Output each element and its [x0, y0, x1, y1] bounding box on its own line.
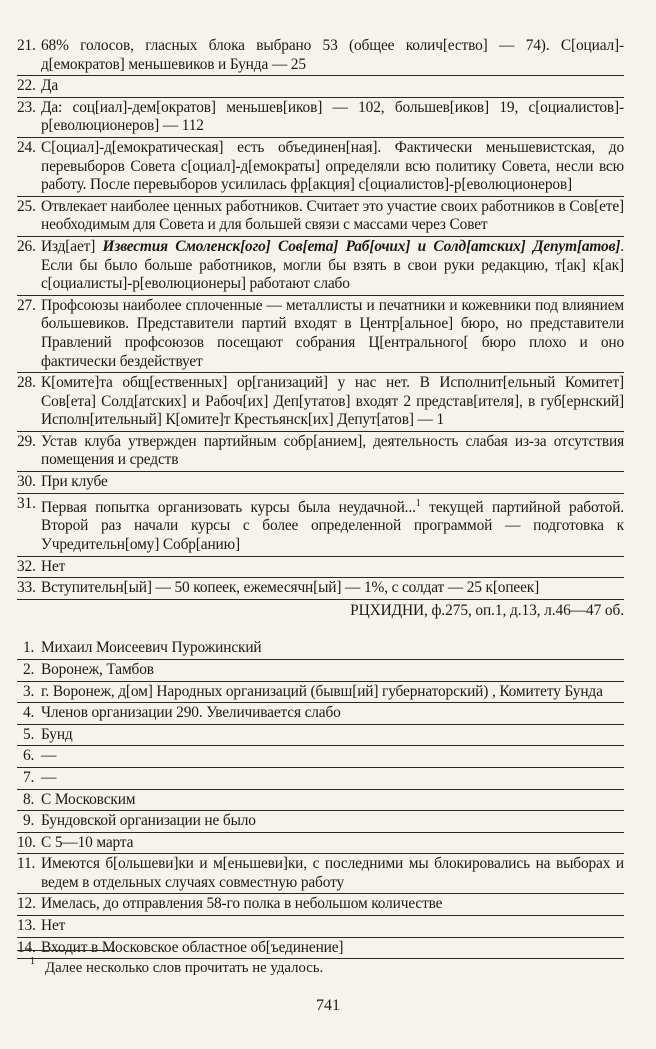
entry-text: Имеются б[ольшеви]ки и м[еньшеви]ки, с последними мы блокировались на выборах и ведем в отдельных случаях совместную работу — [41, 855, 624, 891]
answer-entry-22 — [17, 76, 624, 98]
answer-entry-24 — [17, 138, 624, 197]
entry-text: Входит в Московское областное об[ъединение] — [41, 938, 344, 956]
answer-entry-26 — [17, 237, 624, 296]
entry-number: 23. — [17, 98, 36, 116]
entry-text: Нет — [41, 557, 66, 575]
answer-entry-6 — [17, 746, 624, 768]
entry-text-pre: Первая попытка организовать курсы была неудачной... — [41, 498, 416, 516]
entry-text-post: . Если бы было больше работников, могли бы взять в свои руки редакцию, т[ак] к[ак] с[оциалисты]-р[еволюционеры] работают слабо — [41, 237, 624, 293]
entry-text: К[омите]та общ[ественных] ор[ганизаций] у нас нет. В Исполнит[ельный Комитет] Сов[ета] Солд[атских] и Рабоч[их] Деп[утатов] входят 2 представ[ителя], в губ[ернский] Исполн[ительный] К[омите]т Крестьянск[их] Депут[атов] — 1 — [41, 374, 624, 429]
entry-text: Членов организации 290. Увеличивается слабо — [41, 704, 341, 722]
entry-number: 12. — [17, 895, 36, 913]
entry-text: Устав клуба утвержден партийным собр[анием], деятельность слабая из-за отсутствия помещения и средств — [41, 432, 624, 469]
answer-entry-9 — [17, 811, 624, 833]
entry-number: 1. — [23, 639, 35, 657]
entry-number: 14. — [17, 938, 36, 956]
footnote-separator — [17, 950, 115, 951]
entry-text: — — [41, 747, 57, 765]
entry-text: Отвлекает наиболее ценных работников. Считает это участие своих работников в Сов[ете] необходимым для Совета и для большей связи с массами через Совет — [41, 197, 624, 234]
entry-number: 27. — [17, 296, 36, 314]
newspaper-title: Известия Смоленск[ого] Сов[ета] Раб[очих] и Солд[атских] Депут[атов] — [102, 237, 621, 255]
answer-entry-11 — [17, 854, 624, 894]
answer-entry-3 — [17, 682, 624, 704]
entry-text: С 5—10 марта — [41, 833, 134, 851]
footnote-marker: 1 — [30, 956, 35, 967]
entry-text: Михаил Моисеевич Пурожинский — [41, 639, 262, 657]
answer-entry-32 — [17, 557, 624, 579]
answer-entry-23 — [17, 98, 624, 138]
entry-number: 8. — [23, 790, 35, 808]
entry-number: 9. — [23, 812, 35, 830]
entry-number: 29. — [17, 432, 36, 450]
archive-source-citation: РЦХИДНИ, ф.275, оп.1, д.13, л.46—47 об. — [350, 601, 624, 619]
entry-text — [17, 238, 624, 294]
entry-text-post: текущей партийной работой. Второй раз начали курсы с более определенной программой — подготовка к Учредительн[ому] Собр[анию] — [41, 498, 624, 553]
answer-entry-25 — [17, 197, 624, 237]
entry-number: 22. — [17, 77, 36, 95]
answer-entry-10 — [17, 833, 624, 855]
entry-text: Вступительн[ый] — 50 копеек, ежемесячн[ый] — 1%, с солдат — 25 к[опеек] — [41, 579, 540, 597]
answer-entry-5 — [17, 725, 624, 747]
answer-entry-4 — [17, 703, 624, 725]
answer-entry-33 — [17, 578, 624, 600]
questionnaire-answers-voronezh — [17, 638, 624, 959]
answer-entry-13 — [17, 916, 624, 938]
entry-text: С Московским — [41, 790, 136, 808]
answer-entry-12 — [17, 894, 624, 916]
footnote-reference: 1 — [415, 497, 421, 509]
answer-entry-21 — [17, 36, 624, 76]
entry-number: 13. — [17, 917, 36, 935]
entry-text: Бунд — [41, 725, 73, 743]
answer-entry-27 — [17, 296, 624, 373]
entry-number: 25. — [17, 197, 36, 215]
footnote — [30, 955, 323, 977]
entry-text: Да — [41, 77, 59, 95]
entry-text: Да: соц[иал]-дем[ократов] меньшев[иков] — 102, большев[иков] 19, с[оциалистов]-р[еволюционеров] — 112 — [41, 98, 624, 135]
entry-number: 5. — [23, 725, 35, 743]
entry-number: 7. — [23, 768, 35, 786]
answer-entry-7 — [17, 768, 624, 790]
entry-text: — — [41, 768, 57, 786]
entry-number: 2. — [23, 660, 35, 678]
entry-text — [17, 495, 624, 555]
entry-number: 6. — [23, 747, 35, 765]
entry-text: Профсоюзы наиболее сплоченные — металлисты и печатники и кожевники под влиянием большевиков. Представители партий входят в Центр[альное] бюро, но представители Правлений профсоюзов посещают собрания Ц[ентрального[ бюро плохо и оно фактически бездействует — [41, 296, 624, 370]
entry-number: 24. — [17, 138, 36, 156]
answer-entry-31 — [17, 494, 624, 557]
entry-text: Имелась, до отправления 58-го полка в небольшом количестве — [41, 895, 443, 913]
questionnaire-answers-smolensk — [17, 36, 624, 620]
footnote-text: Далее несколько слов прочитать не удалось. — [45, 959, 324, 976]
entry-number: 26. — [17, 237, 36, 255]
entry-number: 11. — [17, 855, 36, 873]
entry-number: 32. — [17, 557, 36, 575]
answer-entry-1 — [17, 638, 624, 660]
entry-text: 68% голосов, гласных блока выбрано 53 (общее колич[ество] — 74). С[оциал]-д[емократов] меньшевиков и Бунда — 25 — [41, 37, 624, 73]
page-number: 741 — [316, 997, 340, 1014]
page-body — [17, 36, 624, 959]
entry-text: С[оциал]-д[емократическая] есть объединен[ная]. Фактически меньшевистская, до перевыборов Совета с[оциал]-д[емократы] определяли всю политику Совета, несли всю работу. После перевыборов усилилась фр[акция] с[оциалистов]-р[еволюционеров] — [41, 138, 624, 194]
answer-entry-30 — [17, 472, 624, 494]
entry-number: 10. — [17, 833, 36, 851]
entry-number: 31. — [17, 494, 36, 512]
entry-number: 30. — [17, 473, 36, 491]
entry-text: При клубе — [41, 473, 108, 491]
answer-entry-28 — [17, 373, 624, 432]
answer-entry-2 — [17, 660, 624, 682]
entry-number: 28. — [17, 374, 36, 392]
entry-number: 33. — [17, 579, 36, 597]
entry-number: 4. — [23, 704, 35, 722]
entry-text: Бундовской организации не было — [41, 812, 256, 830]
entry-text: Воронеж, Тамбов — [41, 660, 154, 678]
entry-text: г. Воронеж, д[ом] Народных организаций (бывш[ий] губернаторский) , Комитету Бунда — [41, 682, 603, 700]
entry-number: 3. — [23, 682, 35, 700]
entry-text-pre: Изд[ает] — [41, 237, 103, 255]
entry-number: 21. — [17, 37, 36, 54]
entry-text: Нет — [41, 917, 66, 935]
answer-entry-8 — [17, 790, 624, 812]
answer-entry-29 — [17, 432, 624, 472]
